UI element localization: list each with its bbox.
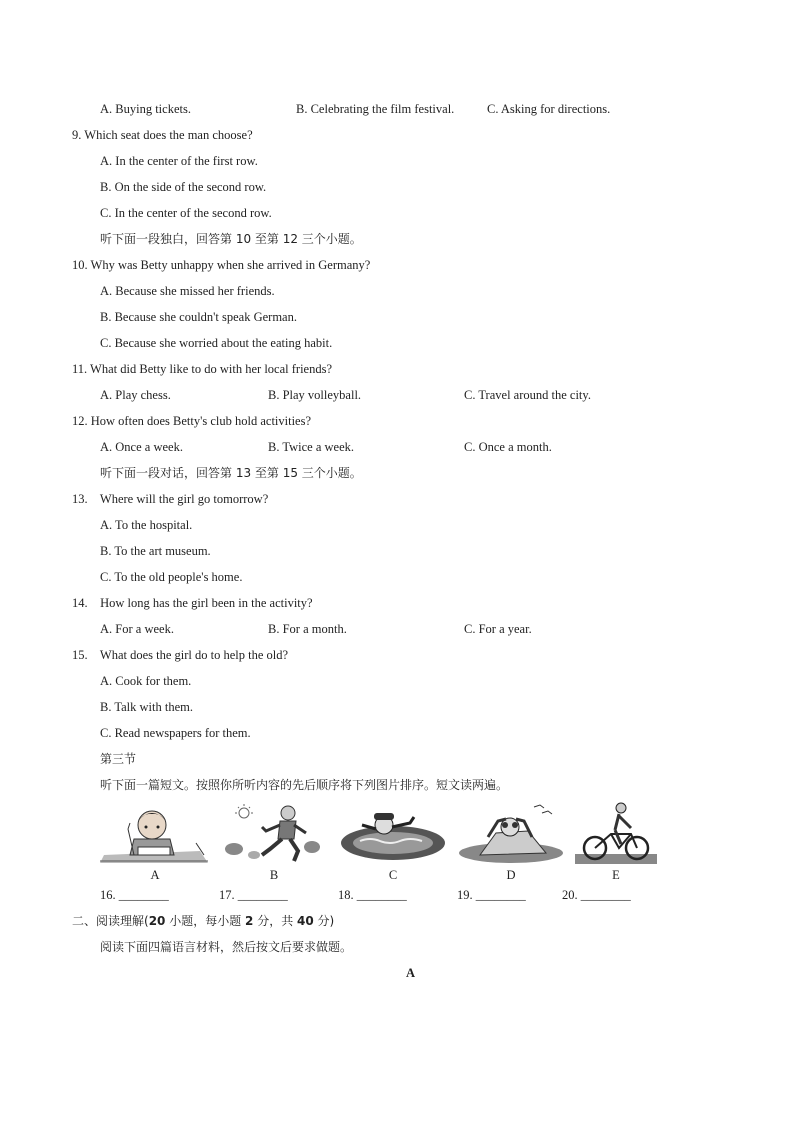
q9-option-c: C. In the center of the second row. [100, 206, 272, 220]
q11-question: 11. What did Betty like to do with her local friends? [72, 362, 333, 376]
answer-blank-19[interactable]: 19. ________ [457, 888, 526, 902]
picture-e-label: E [612, 868, 620, 882]
picture-d-relaxing [458, 803, 564, 865]
q14-option-a: A. For a week. [100, 622, 174, 636]
q15-option-a: A. Cook for them. [100, 674, 192, 688]
q11-option-a: A. Play chess. [100, 388, 171, 402]
q13-option-c: C. To the old people's home. [100, 570, 243, 584]
picture-c-swimming [340, 803, 446, 865]
q15-option-c: C. Read newspapers for them. [100, 726, 251, 740]
answer-blank-16[interactable]: 16. ________ [100, 888, 169, 902]
picture-e-cyclist [575, 800, 657, 866]
q12-option-b: B. Twice a week. [268, 440, 355, 454]
picture-b-label: B [269, 868, 279, 882]
q13-option-a: A. To the hospital. [100, 518, 193, 532]
q14-option-c: C. For a year. [464, 622, 532, 636]
q10-option-b: B. Because she couldn't speak German. [100, 310, 297, 324]
q13-option-b: B. To the art museum. [100, 544, 211, 558]
picture-b-running-man [222, 803, 322, 865]
section3-title: 第三节 [100, 752, 137, 766]
answer-blank-18[interactable]: 18. ________ [338, 888, 407, 902]
part2-heading: 二、阅读理解(20 小题，每小题 2 分，共 40 分) [72, 914, 335, 928]
q9-question: 9. Which seat does the man choose? [72, 128, 253, 142]
picture-d-label: D [506, 868, 516, 882]
q14-question: 14. How long has the girl been in the activity? [72, 596, 313, 610]
answer-blank-17[interactable]: 17. ________ [219, 888, 288, 902]
picture-a-label: A [150, 868, 160, 882]
q13-question: 13. Where will the girl go tomorrow? [72, 492, 269, 506]
q12-option-c: C. Once a month. [464, 440, 552, 454]
part2-instruction: 阅读下面四篇语言材料，然后按文后要求做题。 [100, 940, 353, 954]
monologue-instruction: 听下面一段独白，回答第 10 至第 12 三个小题。 [100, 232, 362, 246]
q12-option-a: A. Once a week. [100, 440, 183, 454]
q11-option-c: C. Travel around the city. [464, 388, 591, 402]
q15-question: 15. What does the girl do to help the old? [72, 648, 289, 662]
q8-option-b: B. Celebrating the film festival. [296, 102, 455, 116]
q15-option-b: B. Talk with them. [100, 700, 193, 714]
q10-option-c: C. Because she worried about the eating habit. [100, 336, 333, 350]
picture-c-label: C [388, 868, 398, 882]
q9-option-b: B. On the side of the second row. [100, 180, 267, 194]
q10-option-a: A. Because she missed her friends. [100, 284, 275, 298]
q8-option-c: C. Asking for directions. [487, 102, 611, 116]
q11-option-b: B. Play volleyball. [268, 388, 362, 402]
picture-a-boy-writing [100, 803, 210, 865]
passage-a-label: A [406, 966, 416, 980]
q12-question: 12. How often does Betty's club hold activities? [72, 414, 312, 428]
q8-option-a: A. Buying tickets. [100, 102, 191, 116]
q14-option-b: B. For a month. [268, 622, 347, 636]
q10-question: 10. Why was Betty unhappy when she arrived in Germany? [72, 258, 371, 272]
answer-blank-20[interactable]: 20. ________ [562, 888, 631, 902]
dialogue-instruction: 听下面一段对话，回答第 13 至第 15 三个小题。 [100, 466, 362, 480]
section3-instruction: 听下面一篇短文。按照你所听内容的先后顺序将下列图片排序。短文读两遍。 [100, 778, 509, 792]
q9-option-a: A. In the center of the first row. [100, 154, 258, 168]
